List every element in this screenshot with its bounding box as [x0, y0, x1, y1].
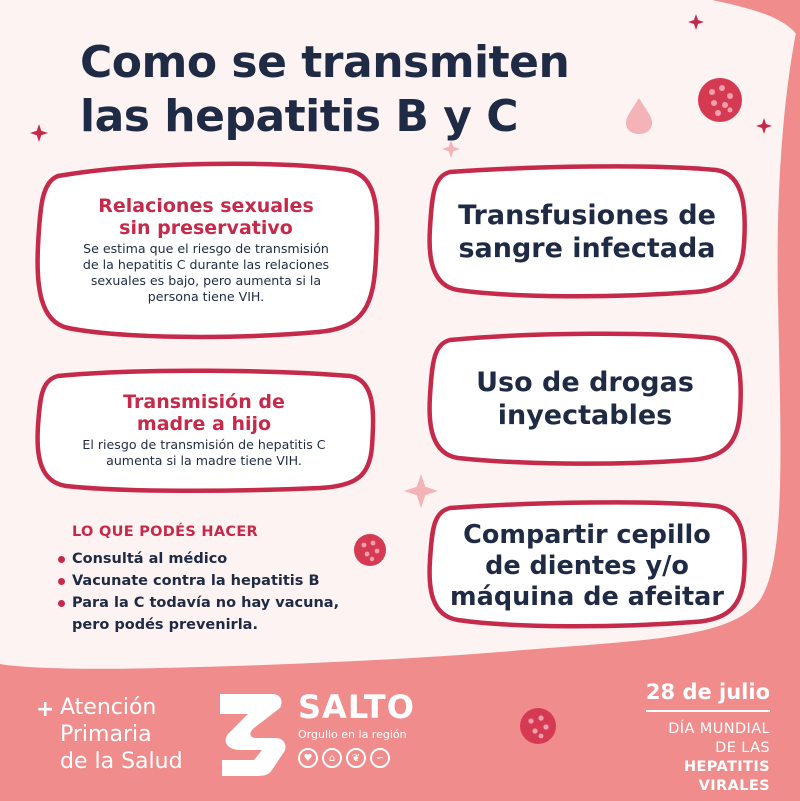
- card-mother-to-child: [30, 366, 378, 494]
- logo-icons: [298, 748, 390, 768]
- house-icon: ⌂: [322, 748, 342, 768]
- bullet-icon: [58, 578, 65, 585]
- card-body-line: persona tiene VIH.: [147, 289, 265, 304]
- card-label-line: de dientes y/o: [485, 550, 689, 581]
- card-label: [450, 520, 724, 613]
- advice-title: LO QUE PODÉS HACER: [72, 524, 259, 540]
- heart-icon: ♥: [298, 748, 318, 768]
- card-heading: [98, 195, 314, 239]
- salto-logo-icon: [214, 688, 292, 778]
- card-heading-line: sin preservativo: [119, 217, 293, 239]
- page-title: [80, 36, 640, 144]
- card-transfusions: [424, 164, 750, 300]
- event-line: [646, 739, 770, 777]
- wave-icon: ∽: [370, 748, 390, 768]
- leaf-icon: ❦: [346, 748, 366, 768]
- list-item-text: Consultá al médico: [72, 551, 228, 567]
- list-item: [58, 592, 388, 636]
- card-label: [458, 199, 716, 265]
- title-line: las hepatitis B y C: [80, 91, 519, 142]
- event-line-prefix: DE LAS: [715, 740, 770, 756]
- primary-care-label: [36, 694, 183, 775]
- footer-left-line: Atención: [60, 695, 157, 720]
- card-injectable-drugs: [424, 330, 746, 468]
- card-label-line: Uso de drogas: [476, 367, 694, 398]
- event-line-bold: HEPATITIS: [683, 759, 770, 775]
- bullet-icon: [58, 600, 65, 607]
- virus-icon: [516, 704, 560, 748]
- card-body-line: El riesgo de transmisión de hepatitis C: [82, 437, 326, 452]
- footer-left-line: Primaria: [60, 722, 152, 747]
- virus-icon: [690, 70, 750, 130]
- card-label-line: máquina de afeitar: [450, 581, 724, 612]
- logo-tagline: Orgullo en la región: [298, 728, 407, 741]
- card-label-line: Compartir cepillo: [463, 519, 711, 550]
- title-line: Como se transmiten: [80, 37, 570, 88]
- sparkle-icon: [30, 124, 48, 142]
- card-description: [83, 241, 329, 305]
- card-label-line: Transfusiones de: [458, 200, 716, 231]
- advice-list: [58, 548, 388, 636]
- list-item-text: pero podés prevenirla.: [72, 617, 258, 633]
- event-date: 28 de julio: [646, 680, 770, 712]
- card-heading-line: Relaciones sexuales: [98, 195, 314, 217]
- event-line-bold: VIRALES: [698, 778, 770, 794]
- list-item: [58, 570, 388, 592]
- card-heading-line: madre a hijo: [136, 413, 272, 435]
- sparkle-icon: [756, 118, 772, 134]
- world-day-label: [646, 680, 770, 796]
- logo-brand: SALTO: [298, 688, 415, 726]
- card-body-line: aumenta si la madre tiene VIH.: [106, 453, 302, 468]
- event-line: DÍA MUNDIAL: [668, 721, 770, 737]
- card-heading: [123, 391, 285, 435]
- card-label-line: sangre infectada: [458, 233, 716, 264]
- plus-icon: +: [36, 697, 55, 722]
- card-sharing-razor: [424, 500, 750, 630]
- list-item-text: Vacunate contra la hepatitis B: [72, 573, 320, 589]
- event-line: [646, 777, 770, 796]
- card-body-line: sexuales es bajo, pero aumenta si la: [90, 273, 322, 288]
- salto-logo: [214, 688, 434, 780]
- card-body-line: Se estima que el riesgo de transmisión: [83, 241, 329, 256]
- list-item-text: Para la C todavía no hay vacuna,: [72, 595, 340, 611]
- card-description: [82, 437, 325, 469]
- card-label-line: inyectables: [497, 400, 673, 431]
- card-sexual-transmission: [28, 156, 384, 342]
- card-heading-line: Transmisión de: [123, 391, 285, 413]
- footer-left-line: de la Salud: [60, 749, 183, 774]
- card-body-line: de la hepatitis C durante las relaciones: [82, 257, 330, 272]
- bullet-icon: [58, 556, 65, 563]
- advice-section: [58, 524, 388, 636]
- event-name: [646, 720, 770, 796]
- card-label: [476, 366, 694, 432]
- sparkle-icon: [688, 14, 704, 30]
- list-item: [58, 548, 388, 570]
